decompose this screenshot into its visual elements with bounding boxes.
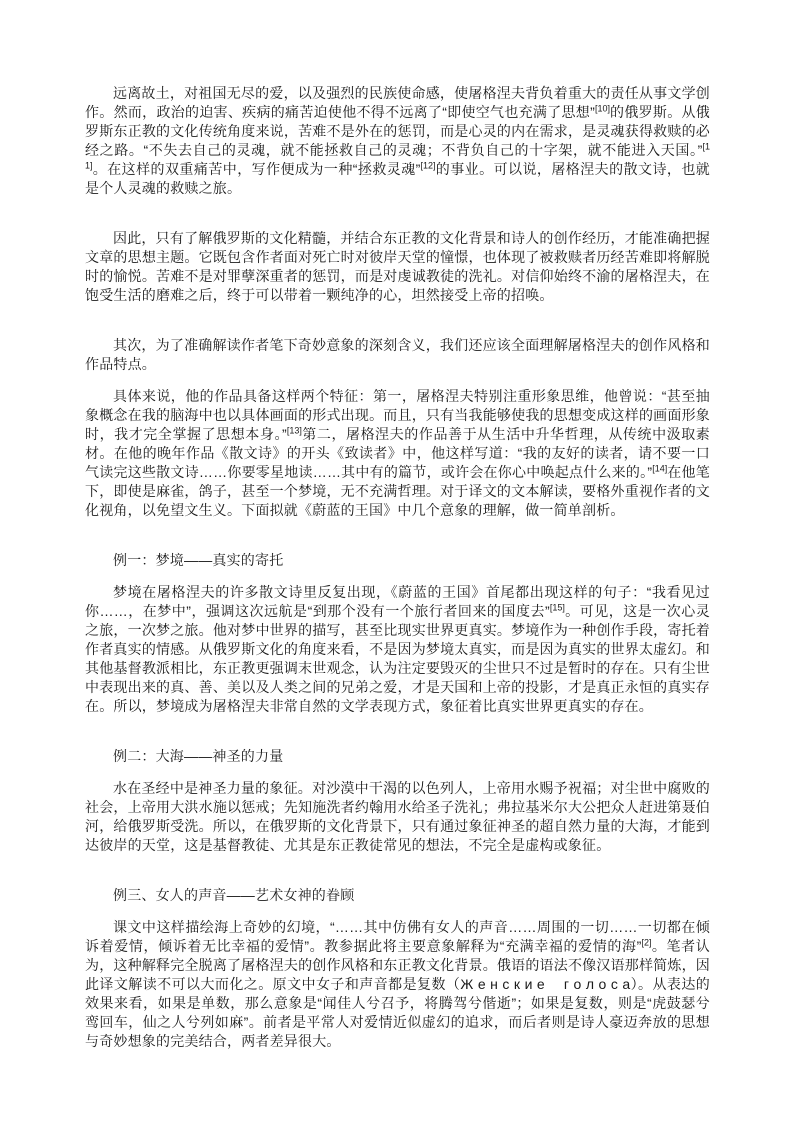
text-run: 水在圣经中是神圣力量的象征。对沙漠中干渴的以色列人，上帝用水赐予祝福；对尘世中腐败的社会，上帝用大洪水施以惩戒；先知施洗者约翰用水给圣子洗礼；弗拉基米尔大公把众人赶进第聂伯河，给俄罗斯受洗。所以，在俄罗斯的文化背景下，只有通过象征神圣的超自然力量的大海，才能到达彼岸的天堂，这是基督教徒、尤其是东正教徒常见的想法，不完全是虚构或象征。	[85, 780, 710, 853]
paragraph	[85, 84, 710, 198]
text-run: 例三、女人的声音——艺术女神的眷顾	[113, 887, 355, 903]
text-run: 。在这样的双重痛苦中，写作便成为一种“拯救灵魂”	[92, 161, 421, 177]
paragraph	[85, 229, 710, 305]
text-run: 例一：梦境——真实的寄托	[113, 552, 284, 568]
paragraph	[85, 387, 710, 520]
paragraph	[85, 779, 710, 855]
text-run: 梦境在屠格涅夫的许多散文诗里反复出现，《蔚蓝的王国》首尾都出现这样的句子：“我看见过你……，在梦中”，强调这次远航是“到那个没有一个旅行者回来的国度去”	[85, 584, 710, 619]
text-run: 。笔者认为，这种解释完全脱离了屠格涅夫的创作风格和东正教文化背景。俄语的语法不像汉语那样简炼，因此译文解读不可以大而化之。原文中女子和声音都是复数（Ж е н с к и е г о л о с а）。从表达的效果来看，如果是单数，那么意象是“闻佳人兮召予，将腾驾兮偕逝”；如果是复数，则是“虎鼓瑟兮鸾回车，仙之人兮列如麻”。前者是平常人对爱情近似虚幻的追求，而后者则是诗人豪迈奔放的思想与奇妙想象的完美结合，两者差异很大。	[85, 938, 710, 1049]
text-run: 例二：大海——神圣的力量	[113, 748, 284, 764]
text-run: 在他笔下，即使是麻雀，鸽子，甚至一个梦境，无不充满哲理。对于译文的文本解读，要格外重视作者的文化视角，以免望文生义。下面拟就《蔚蓝的王国》中几个意象的理解，做一简单剖析。	[85, 464, 710, 518]
text-run: 第二，屠格涅夫的作品善于从生活中升华哲理，从传统中汲取素材。在他的晚年作品《散文诗》的开头《致读者》中，他这样写道：“我的友好的读者，请不要一口气读完这些散文诗……你要零星地读……其中有的篇节，或许会在你心中唤起点什么来的。”	[85, 426, 710, 480]
footnote-reference: [11]	[85, 141, 710, 171]
paragraph	[85, 336, 710, 374]
footnote-reference: [10]	[594, 103, 610, 114]
document-body	[85, 84, 710, 1051]
footnote-reference: [2]	[641, 937, 652, 948]
footnote-reference: [12]	[420, 160, 436, 171]
text-run: 其次，为了准确解读作者笔下奇妙意象的深刻含义，我们还应该全面理解屠格涅夫的创作风格和作品特点。	[85, 337, 710, 372]
text-run: 具体来说，他的作品具备这样两个特征：第一，屠格涅夫特别注重形象思维，他曾说：“甚至抽象概念在我的脑海中也以具体画面的形式出现。而且，只有当我能够使我的思想变成这样的画面形象时，我才完全掌握了思想本身。”	[85, 388, 710, 442]
footnote-reference: [15]	[549, 602, 565, 613]
footnote-reference: [13]	[286, 425, 302, 436]
section-heading	[85, 747, 710, 766]
text-run: 课文中这样描绘海上奇妙的幻境，“……其中仿佛有女人的声音……周围的一切……一切都在倾诉着爱情，倾诉着无比幸福的爱情”。教参据此将主要意象解释为“充满幸福的爱情的海”	[85, 919, 710, 954]
paragraph	[85, 918, 710, 1051]
text-run: 。可见，这是一次心灵之旅，一次梦之旅。他对梦中世界的描写，甚至比现实世界更真实。梦境作为一种创作手段，寄托着作者真实的情感。从俄罗斯文化的角度来看，不是因为梦境太真实，而是因为真实的世界太虚幻。和其他基督教派相比，东正教更强调末世观念，认为注定要毁灭的尘世只不过是暂时的存在。只有尘世中表现出来的真、善、美以及人类之间的兄弟之爱，才是天国和上帝的投影，才是真正永恒的真实存在。所以，梦境成为屠格涅夫非常自然的文学表现方式，象征着比真实世界更真实的存在。	[85, 603, 710, 714]
section-heading	[85, 886, 710, 905]
section-heading	[85, 551, 710, 570]
paragraph	[85, 583, 710, 716]
text-run: 的俄罗斯。从俄罗斯东正教的文化传统角度来说，苦难不是外在的惩罚，而是心灵的内在需求，是灵魂获得救赎的必经之路。“不失去自己的灵魂，就不能拯救自己的灵魂；不背负自己的十字架，就不能进入天国。”	[85, 104, 710, 158]
text-run: 的事业。可以说，屠格涅夫的散文诗，也就是个人灵魂的救赎之旅。	[85, 161, 710, 196]
text-run: 因此，只有了解俄罗斯的文化精髓，并结合东正教的文化背景和诗人的创作经历，才能准确把握文章的思想主题。它既包含作者面对死亡时对彼岸天堂的憧憬，也体现了被救赎者历经苦难即将解脱时的愉悦。苦难不是对罪孽深重者的惩罚，而是对虔诚教徒的洗礼。对信仰始终不渝的屠格涅夫，在饱受生活的磨难之后，终于可以带着一颗纯净的心，坦然接受上帝的招唤。	[85, 230, 710, 303]
footnote-reference: [14]	[652, 463, 668, 474]
text-run: 远离故土，对祖国无尽的爱，以及强烈的民族使命感，使屠格涅夫背负着重大的责任从事文学创作。然而，政治的迫害、疾病的痛苦迫使他不得不远离了“即使空气也充满了思想”	[85, 85, 710, 120]
